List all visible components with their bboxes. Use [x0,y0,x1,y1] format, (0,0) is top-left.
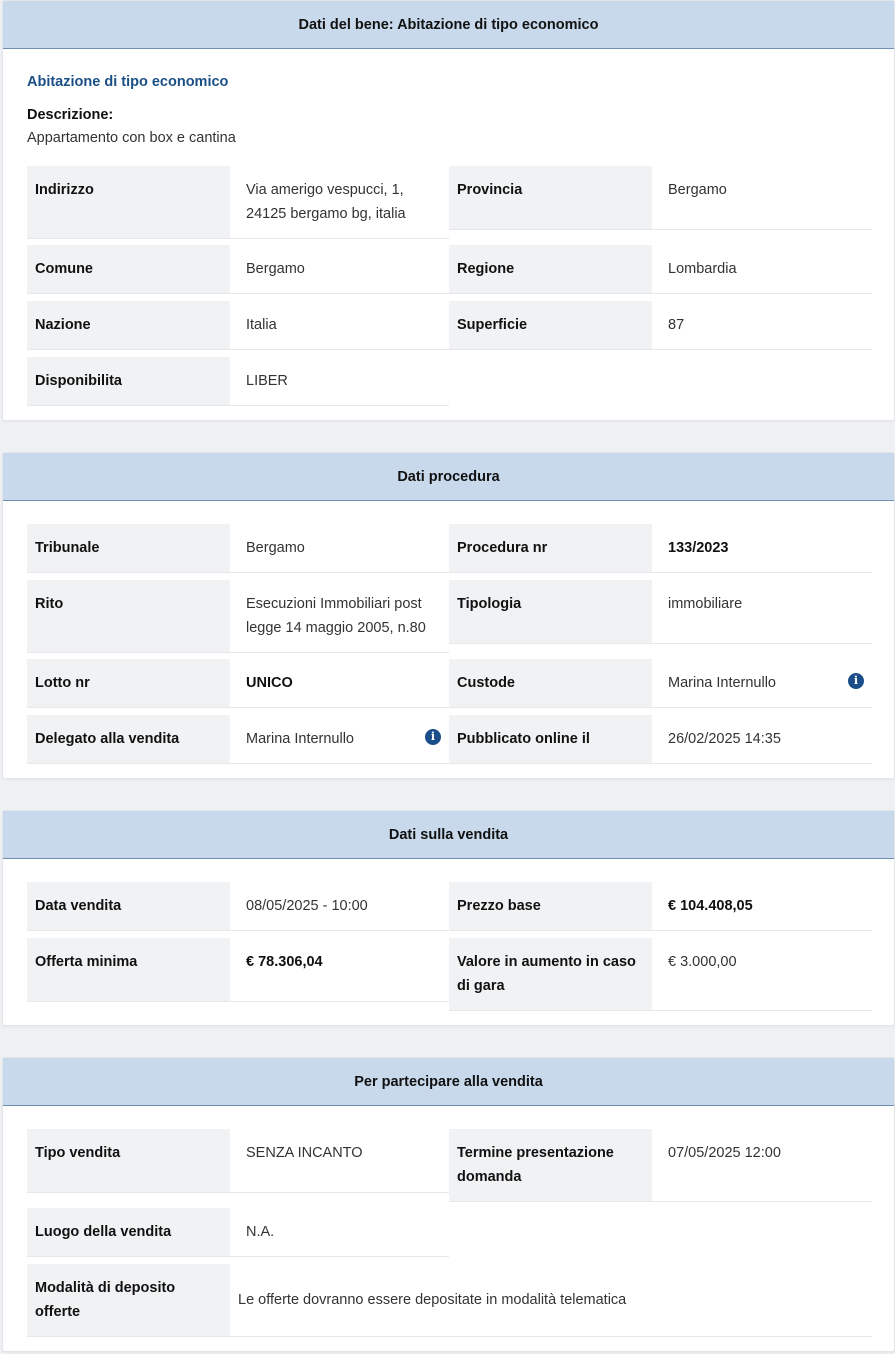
description-label: Descrizione: [27,107,114,123]
value-modalita-deposito: Le offerte dovranno essere depositate in modalità telematica [238,1292,627,1308]
label-tipo-vendita: Tipo vendita [27,1129,230,1192]
value-lotto: UNICO [246,675,293,691]
indirizzo-line1: Via amerigo vespucci, 1, [246,182,404,198]
value-custode [652,659,872,707]
card-dati-bene [2,0,895,421]
row-disponibilita [27,357,449,406]
value-procedura-nr: 133/2023 [668,540,729,556]
description-text: Appartamento con box e cantina [27,130,236,146]
value-prezzo-base: € 104.408,05 [668,898,753,914]
value-provincia: Bergamo [668,182,727,198]
label-provincia: Provincia [449,166,652,229]
label-delegato: Delegato alla vendita [27,715,230,763]
row-custode [449,659,872,708]
card-header-dati-procedura: Dati procedura [3,453,894,501]
row-delegato [27,715,449,764]
indirizzo-line2: 24125 bergamo bg, italia [246,206,406,222]
row-luogo-vendita [27,1208,449,1257]
row-lotto [27,659,449,708]
delegato-info-icon[interactable]: i [425,729,441,745]
value-delegato [230,715,449,763]
row-indirizzo [27,166,449,239]
label-procedura-nr: Procedura nr [449,524,652,572]
label-modalita-deposito [27,1264,230,1336]
row-tipo-vendita [27,1129,449,1193]
value-superficie: 87 [668,317,685,333]
card-header-partecipare: Per partecipare alla vendita [3,1058,894,1106]
label-rito: Rito [27,580,230,652]
label-termine-presentazione [449,1129,652,1201]
termine-line1: Termine presentazione [457,1145,614,1161]
label-nazione: Nazione [27,301,230,349]
value-indirizzo [230,166,449,238]
modalita-line1: Modalità di deposito [35,1280,176,1296]
custode-info-icon[interactable]: i [848,673,864,689]
row-superficie [449,301,872,350]
card-dati-vendita [2,810,895,1026]
value-rito [230,580,449,652]
row-termine-presentazione [449,1129,872,1202]
value-luogo-vendita: N.A. [246,1224,275,1240]
rito-line2: legge 14 maggio 2005, n.80 [246,620,426,636]
label-indirizzo: Indirizzo [27,166,230,238]
label-offerta-minima: Offerta minima [27,938,230,1001]
value-valore-aumento: € 3.000,00 [668,954,737,970]
row-comune [27,245,449,294]
label-disponibilita: Disponibilita [27,357,230,405]
value-comune: Bergamo [246,261,305,277]
value-tipologia: immobiliare [668,596,743,612]
row-procedura-nr [449,524,872,573]
label-pubblicato: Pubblicato online il [449,715,652,763]
row-rito [27,580,449,653]
row-prezzo-base [449,882,872,931]
row-provincia [449,166,872,230]
delegato-name: Marina Internullo [246,731,354,747]
label-tribunale: Tribunale [27,524,230,572]
value-pubblicato: 26/02/2025 14:35 [668,731,781,747]
custode-name: Marina Internullo [668,675,776,691]
card-partecipare [2,1057,895,1352]
rito-line1: Esecuzioni Immobiliari post [246,596,422,612]
label-custode: Custode [449,659,652,707]
value-nazione: Italia [246,317,277,333]
value-disponibilita: LIBER [246,373,288,389]
value-tipo-vendita: SENZA INCANTO [246,1145,363,1161]
label-tipologia: Tipologia [449,580,652,643]
value-termine-presentazione: 07/05/2025 12:00 [668,1145,781,1161]
card-header-dati-bene: Dati del bene: Abitazione di tipo economico [3,1,894,49]
value-data-vendita: 08/05/2025 - 10:00 [246,898,368,914]
value-offerta-minima: € 78.306,04 [246,954,323,970]
termine-line2: domanda [457,1169,522,1185]
label-data-vendita: Data vendita [27,882,230,930]
label-regione: Regione [449,245,652,293]
label-superficie: Superficie [449,301,652,349]
row-offerta-minima [27,938,449,1002]
row-data-vendita [27,882,449,931]
bene-subtitle: Abitazione di tipo economico [27,74,229,90]
modalita-line2: offerte [35,1304,81,1320]
row-regione [449,245,872,294]
card-header-dati-vendita: Dati sulla vendita [3,811,894,859]
value-regione: Lombardia [668,261,737,277]
label-lotto: Lotto nr [27,659,230,707]
label-comune: Comune [27,245,230,293]
label-valore-aumento [449,938,652,1010]
row-pubblicato [449,715,872,764]
label-prezzo-base: Prezzo base [449,882,652,930]
valore-aumento-line2: di gara [457,978,505,994]
row-tribunale [27,524,449,573]
value-tribunale: Bergamo [246,540,305,556]
row-tipologia [449,580,872,644]
label-luogo-vendita: Luogo della vendita [27,1208,230,1256]
row-valore-aumento [449,938,872,1011]
card-dati-procedura [2,452,895,779]
row-modalita-deposito [27,1264,872,1337]
row-nazione [27,301,449,350]
valore-aumento-line1: Valore in aumento in caso [457,954,636,970]
